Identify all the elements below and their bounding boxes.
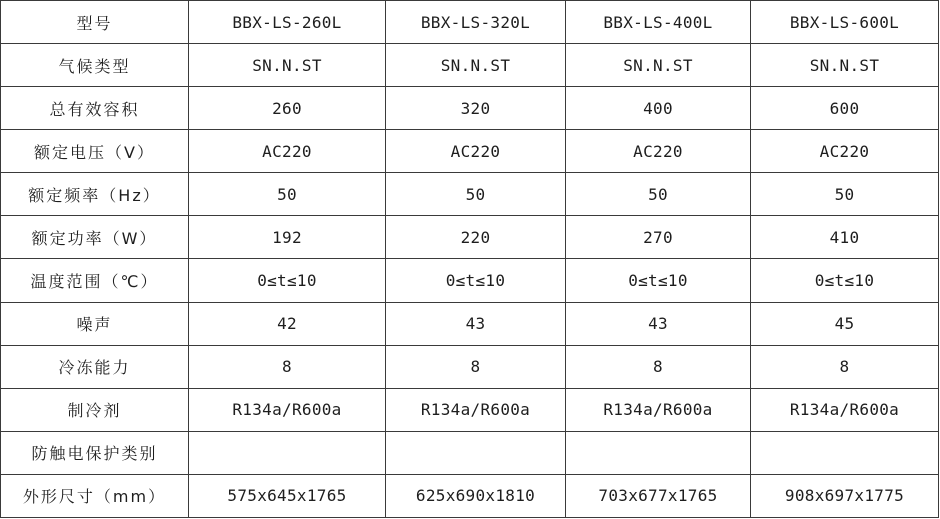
cell-value: R134a/R600a [189, 388, 386, 431]
cell-value: 0≤t≤10 [189, 259, 386, 302]
cell-value: 0≤t≤10 [751, 259, 939, 302]
cell-value: SN.N.ST [189, 44, 386, 87]
cell-value: R134a/R600a [386, 388, 566, 431]
row-label: 防触电保护类别 [1, 431, 189, 474]
model-header: BBX-LS-600L [751, 1, 939, 44]
row-label: 制冷剂 [1, 388, 189, 431]
table-row [1, 130, 939, 173]
cell-value [751, 431, 939, 474]
cell-value: 270 [566, 216, 751, 259]
row-label: 噪声 [1, 302, 189, 345]
cell-value: 260 [189, 87, 386, 130]
cell-value: 320 [386, 87, 566, 130]
row-label: 额定功率（W） [1, 216, 189, 259]
cell-value: 50 [566, 173, 751, 216]
table-row [1, 302, 939, 345]
cell-value: AC220 [189, 130, 386, 173]
cell-value: 703x677x1765 [566, 474, 751, 517]
cell-value: R134a/R600a [566, 388, 751, 431]
cell-value: 45 [751, 302, 939, 345]
cell-value: SN.N.ST [751, 44, 939, 87]
cell-value: R134a/R600a [751, 388, 939, 431]
cell-value: 8 [386, 345, 566, 388]
table-row [1, 44, 939, 87]
cell-value: 410 [751, 216, 939, 259]
cell-value: 42 [189, 302, 386, 345]
row-label: 额定频率（Hz） [1, 173, 189, 216]
table-row [1, 431, 939, 474]
row-label: 温度范围（℃） [1, 259, 189, 302]
table-row [1, 259, 939, 302]
table-row [1, 87, 939, 130]
row-label: 总有效容积 [1, 87, 189, 130]
cell-value: 8 [189, 345, 386, 388]
cell-value [566, 431, 751, 474]
row-label: 冷冻能力 [1, 345, 189, 388]
cell-value: 0≤t≤10 [566, 259, 751, 302]
cell-value: 625x690x1810 [386, 474, 566, 517]
cell-value [189, 431, 386, 474]
table-row [1, 345, 939, 388]
cell-value: 8 [751, 345, 939, 388]
model-header: BBX-LS-260L [189, 1, 386, 44]
cell-value: 50 [189, 173, 386, 216]
cell-value: 400 [566, 87, 751, 130]
cell-value: 50 [386, 173, 566, 216]
cell-value: 192 [189, 216, 386, 259]
row-label: 外形尺寸（mm） [1, 474, 189, 517]
table-row [1, 173, 939, 216]
header-row [1, 1, 939, 44]
cell-value: 220 [386, 216, 566, 259]
model-header: BBX-LS-320L [386, 1, 566, 44]
cell-value: AC220 [751, 130, 939, 173]
cell-value: AC220 [566, 130, 751, 173]
table-row [1, 474, 939, 517]
cell-value: 575x645x1765 [189, 474, 386, 517]
cell-value: 43 [386, 302, 566, 345]
cell-value: 50 [751, 173, 939, 216]
row-label: 额定电压（V） [1, 130, 189, 173]
table-row [1, 388, 939, 431]
cell-value: SN.N.ST [386, 44, 566, 87]
row-label: 气候类型 [1, 44, 189, 87]
table-row [1, 216, 939, 259]
cell-value: 600 [751, 87, 939, 130]
cell-value: 908x697x1775 [751, 474, 939, 517]
cell-value: SN.N.ST [566, 44, 751, 87]
cell-value: AC220 [386, 130, 566, 173]
cell-value: 8 [566, 345, 751, 388]
cell-value: 43 [566, 302, 751, 345]
cell-value: 0≤t≤10 [386, 259, 566, 302]
cell-value [386, 431, 566, 474]
header-label: 型号 [1, 1, 189, 44]
model-header: BBX-LS-400L [566, 1, 751, 44]
